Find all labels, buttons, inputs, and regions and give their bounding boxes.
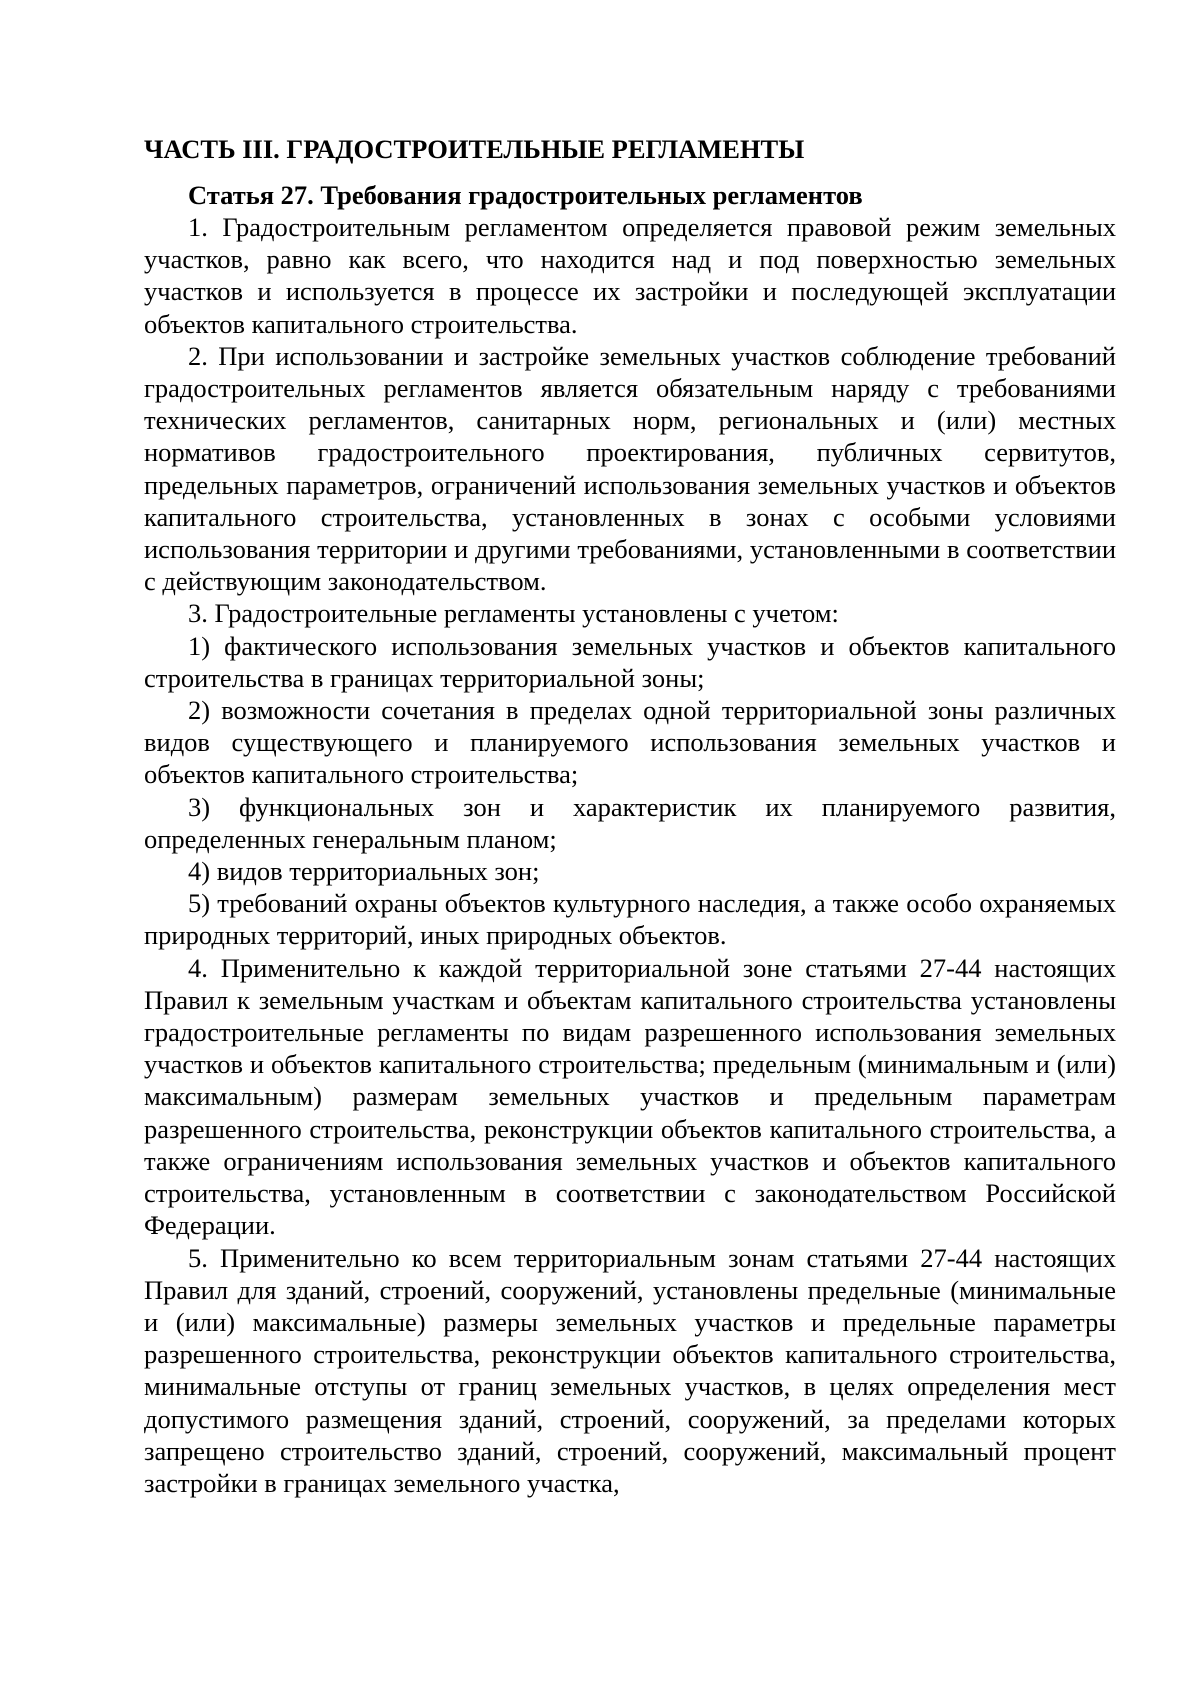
paragraph-3: 3. Градостроительные регламенты установлены с учетом: (188, 598, 839, 629)
list-item-5: 5) требований охраны объектов культурного наследия, а также особо охраняемых природных территорий, иных природных объектов. (144, 888, 1116, 951)
list-item-3: 3) функциональных зон и характеристик их планируемого развития, определенных генеральным планом; (144, 791, 1116, 854)
paragraph-5: 5. Применительно ко всем территориальным зонам статьями 27-44 настоящих Правил для зданий, строений, сооружений, установлены предельные (минимальные и (или) максимальные) размеры земельных участков и предельные параметры разрешенного строительства, реконструкции объектов капитального строительства, минимальные отступы от границ земельных участков, в целях определения мест допустимого размещения зданий, строений, сооружений, за пределами которых запрещено строительство зданий, строений, сооружений, максимальный процент застройки в границах земельного участка, (144, 1242, 1116, 1498)
paragraph-2: 2. При использовании и застройке земельных участков соблюдение требований градостроительных регламентов является обязательным наряду с требованиями технических регламентов, санитарных норм, региональных и (или) местных нормативов градостроительного проектирования, публичных сервитутов, предельных параметров, ограничений использования земельных участков и объектов капитального строительства, установленных в зонах с особыми условиями использования территории и другими требованиями, установленными в соответствии с действующим законодательством. (144, 340, 1116, 597)
list-item-4: 4) видов территориальных зон; (188, 856, 540, 887)
list-item-2: 2) возможности сочетания в пределах одной территориальной зоны различных видов существующего и планируемого использования земельных участков и объектов капитального строительства; (144, 695, 1116, 790)
part-title: ЧАСТЬ III. ГРАДОСТРОИТЕЛЬНЫЕ РЕГЛАМЕНТЫ (144, 134, 805, 164)
list-item-1: 1) фактического использования земельных участков и объектов капитального строительства в границах территориальной зоны; (144, 630, 1116, 693)
paragraph-4: 4. Применительно к каждой территориальной зоне статьями 27-44 настоящих Правил к земельным участкам и объектам капитального строительства установлены градостроительные регламенты по видам разрешенного использования земельных участков и объектов капитального строительства; предельным (минимальным и (или) максимальным) размерам земельных участков и предельным параметрам разрешенного строительства, реконструкции объектов капитального строительства, а также ограничениям использования земельных участков и объектов капитального строительства, установленным в соответствии с законодательством Российской Федерации. (144, 952, 1116, 1241)
document-page (144, 132, 1116, 1499)
paragraph-1: 1. Градостроительным регламентом определяется правовой режим земельных участков, равно как всего, что находится над и под поверхностью земельных участков и используется в процессе их застройки и последующей эксплуатации объектов капитального строительства. (144, 212, 1116, 339)
article-title: Статья 27. Требования градостроительных регламентов (188, 180, 863, 210)
